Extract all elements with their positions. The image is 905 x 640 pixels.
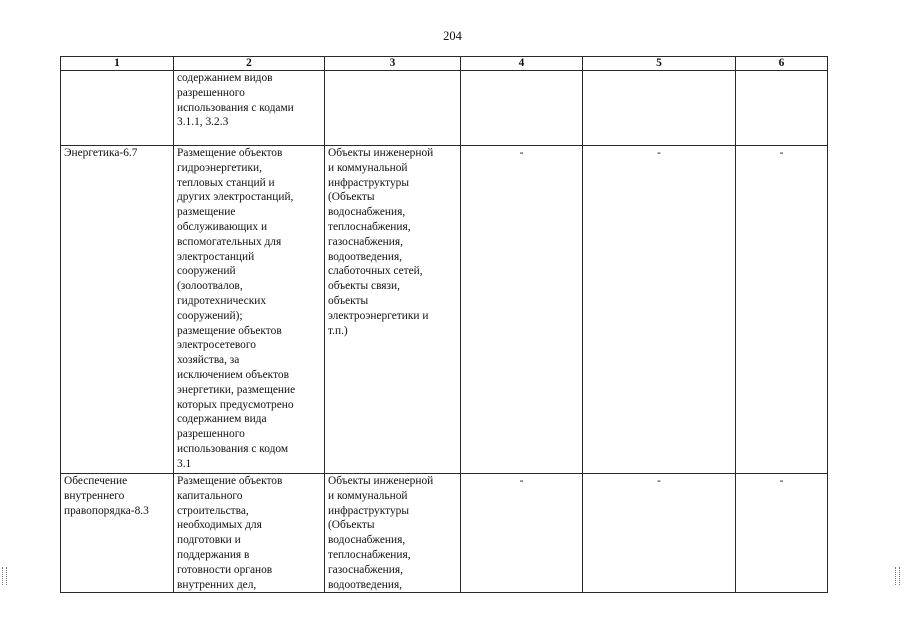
column-header-1: 1 — [61, 57, 174, 71]
table-cell — [461, 71, 583, 146]
table-row — [61, 71, 828, 146]
cell-text: - — [657, 147, 661, 159]
table-cell — [736, 146, 828, 474]
table-cell — [325, 71, 461, 146]
table-cell — [61, 71, 174, 146]
scan-margin-mark-right — [895, 567, 900, 585]
table-cell — [461, 474, 583, 593]
table-header-row — [61, 57, 828, 71]
column-header-3: 3 — [325, 57, 461, 71]
cell-text: - — [519, 475, 524, 487]
table-cell — [736, 71, 828, 146]
cell-text: Размещение объектов капитального строительства, необходимых для подготовки и поддержания в готовности органов внутренних дел, — [177, 475, 283, 591]
cell-text: - — [779, 147, 784, 159]
table-cell — [325, 474, 461, 593]
cell-text: Размещение объектов гидроэнергетики, тепловых станций и других электростанций, размещение обслуживающих и вспомогательных для электростанций сооружений (золоотвалов, гидротехнических сооружений); размещение объектов электросетевого хозяйства, за исключением объектов энергетики, размещение которых предусмотрено содержанием вида разрешенного использования с кодом 3.1 — [177, 147, 296, 470]
cell-text: - — [657, 475, 661, 487]
column-header-5: 5 — [583, 57, 736, 71]
column-header-6: 6 — [736, 57, 828, 71]
table-cell — [583, 146, 736, 474]
cell-text: Объекты инженерной и коммунальной инфраструктуры (Объекты водоснабжения, теплоснабжения, газоснабжения, водоотведения, — [328, 475, 434, 591]
column-header-2: 2 — [174, 57, 325, 71]
table-cell — [174, 146, 325, 474]
cell-text: содержанием видов разрешенного использования с кодами 3.1.1, 3.2.3 — [177, 72, 294, 129]
cell-text: Объекты инженерной и коммунальной инфраструктуры (Объекты водоснабжения, теплоснабжения, газоснабжения, водоотведения, слаботочных сетей, объекты связи, объекты электроэнергетики и т.п.) — [328, 147, 434, 337]
table-cell — [174, 71, 325, 146]
table-cell — [61, 146, 174, 474]
cell-text: - — [779, 475, 784, 487]
document-table — [60, 56, 828, 593]
table-cell — [174, 474, 325, 593]
table-cell — [61, 474, 174, 593]
column-header-4: 4 — [461, 57, 583, 71]
page-number: 204 — [443, 29, 462, 43]
scan-margin-mark-left — [2, 567, 7, 585]
cell-text: Энергетика-6.7 — [64, 147, 138, 159]
table-cell — [461, 146, 583, 474]
table-cell — [736, 474, 828, 593]
table-cell — [583, 474, 736, 593]
table-cell — [325, 146, 461, 474]
table-cell — [583, 71, 736, 146]
cell-text: - — [519, 147, 524, 159]
table-row — [61, 146, 828, 474]
cell-text: Обеспечение внутреннего правопорядка-8.3 — [64, 475, 149, 517]
table-row — [61, 474, 828, 593]
